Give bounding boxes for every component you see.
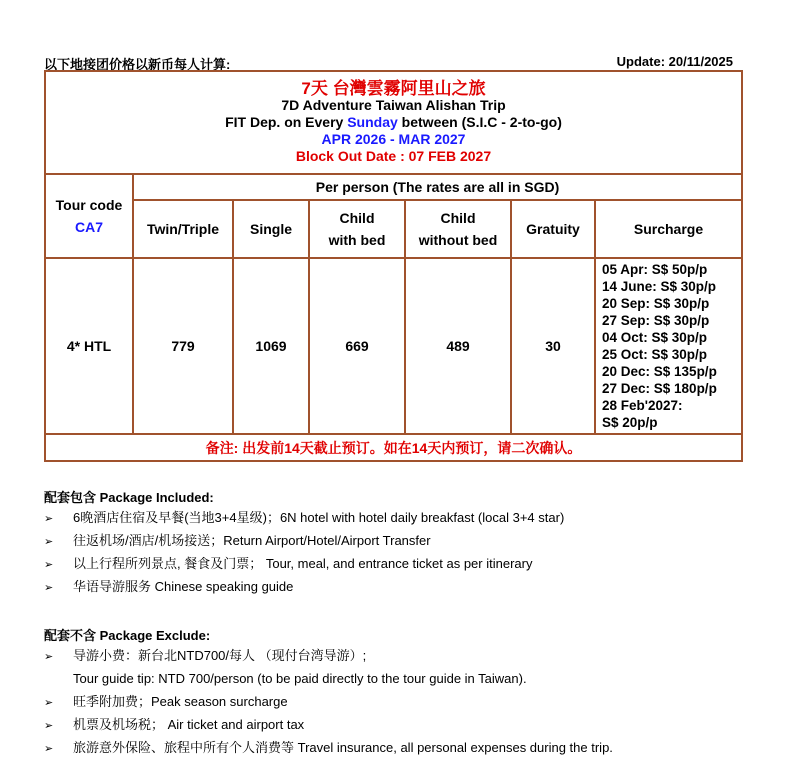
booking-remark: 备注: 出发前14天截止预订。如在14天内预订，请二次确认。 [45, 434, 742, 461]
col-surcharge: Surcharge [595, 200, 742, 258]
included-list [44, 506, 564, 598]
included-title: 配套包含 Package Included: [44, 490, 214, 505]
tour-code-cell [45, 174, 133, 258]
bullet-arrow-icon: ➢ [44, 743, 54, 755]
tour-title-chinese: 7天 台灣雲霧阿里山之旅 [301, 79, 486, 98]
list-item [44, 690, 613, 713]
list-item-continuation: Tour guide tip: NTD 700/person (to be paid directly to the tour guide in Taiwan). [73, 671, 527, 686]
col-gratuity: Gratuity [511, 200, 595, 258]
list-item-text: 导游小费：新台北NTD700/每人 （现付台湾导游）; [73, 648, 367, 663]
list-item-text: 以上行程所列景点, 餐食及门票； Tour, meal, and entrance ticket as per itinerary [73, 556, 533, 571]
validity-period: APR 2026 - MAR 2027 [321, 131, 466, 147]
surcharge-item: 14 June: S$ 30p/p [602, 279, 717, 294]
surcharge-item: 04 Oct: S$ 30p/p [602, 330, 708, 345]
col-single: Single [233, 200, 309, 258]
update-date: Update: 20/11/2025 [616, 54, 733, 69]
surcharge-item: 20 Dec: S$ 135p/p [602, 364, 717, 379]
col-child-without-bed [405, 200, 511, 258]
list-item-text: 旺季附加费；Peak season surcharge [73, 694, 288, 709]
col-child-with-bed-line1: Child [339, 210, 375, 226]
bullet-arrow-icon: ➢ [44, 559, 54, 571]
surcharge-item: 27 Dec: S$ 180p/p [602, 381, 717, 396]
price-twin-triple: 779 [133, 258, 233, 434]
bullet-arrow-icon: ➢ [44, 697, 54, 709]
price-gratuity: 30 [511, 258, 595, 434]
list-item [44, 506, 564, 529]
surcharge-item: S$ 20p/p [602, 415, 658, 430]
price-basis-note: 以下地接团价格以新币每人计算: [44, 57, 231, 72]
bullet-arrow-icon: ➢ [44, 536, 54, 548]
bullet-arrow-icon: ➢ [44, 513, 54, 525]
list-item-text: 旅游意外保险、旅程中所有个人消费等 Travel insurance, all personal expenses during the trip. [73, 740, 613, 755]
list-item-text: 机票及机场税； Air ticket and airport tax [73, 717, 305, 732]
block-out-date: Block Out Date : 07 FEB 2027 [295, 148, 492, 164]
bullet-arrow-icon: ➢ [44, 582, 54, 594]
price-single: 1069 [233, 258, 309, 434]
list-item [44, 575, 564, 598]
per-person-header: Per person (The rates are all in SGD) [133, 174, 742, 200]
list-item [44, 736, 613, 759]
price-child-with-bed: 669 [309, 258, 405, 434]
excluded-list [44, 644, 613, 759]
surcharge-item: 28 Feb'2027: [602, 398, 683, 413]
surcharge-list [595, 258, 742, 434]
bullet-arrow-icon: ➢ [44, 651, 54, 663]
tour-title-english: 7D Adventure Taiwan Alishan Trip [281, 97, 506, 113]
list-item [44, 552, 564, 575]
col-child-with-bed-line2: with bed [328, 232, 386, 248]
col-child-with-bed [309, 200, 405, 258]
departure-day: Sunday [347, 114, 398, 130]
tour-code-value: CA7 [74, 219, 103, 235]
list-item [44, 713, 613, 736]
hotel-class: 4* HTL [45, 258, 133, 434]
departure-prefix: FIT Dep. on Every [225, 114, 348, 130]
bullet-arrow-icon: ➢ [44, 720, 54, 732]
title-block [45, 71, 742, 174]
col-twin-triple: Twin/Triple [133, 200, 233, 258]
list-item [44, 644, 613, 667]
surcharge-item: 27 Sep: S$ 30p/p [602, 313, 710, 328]
surcharge-item: 25 Oct: S$ 30p/p [602, 347, 708, 362]
tour-code-label: Tour code [55, 197, 123, 213]
list-item-text: 华语导游服务 Chinese speaking guide [73, 579, 294, 594]
list-item-text: 6晚酒店住宿及早餐(当地3+4星级)；6N hotel with hotel daily breakfast (local 3+4 star) [73, 510, 565, 525]
price-child-without-bed: 489 [405, 258, 511, 434]
list-item-text: 往返机场/酒店/机场接送；Return Airport/Hotel/Airport Transfer [73, 533, 431, 548]
rate-table [44, 70, 743, 462]
excluded-title: 配套不含 Package Exclude: [44, 628, 211, 643]
surcharge-item: 05 Apr: S$ 50p/p [602, 262, 708, 277]
col-child-without-bed-line2: without bed [418, 232, 498, 248]
departure-suffix: between (S.I.C - 2-to-go) [397, 114, 562, 130]
list-item [44, 529, 564, 552]
col-child-without-bed-line1: Child [440, 210, 476, 226]
departure-info [46, 114, 741, 131]
surcharge-item: 20 Sep: S$ 30p/p [602, 296, 710, 311]
